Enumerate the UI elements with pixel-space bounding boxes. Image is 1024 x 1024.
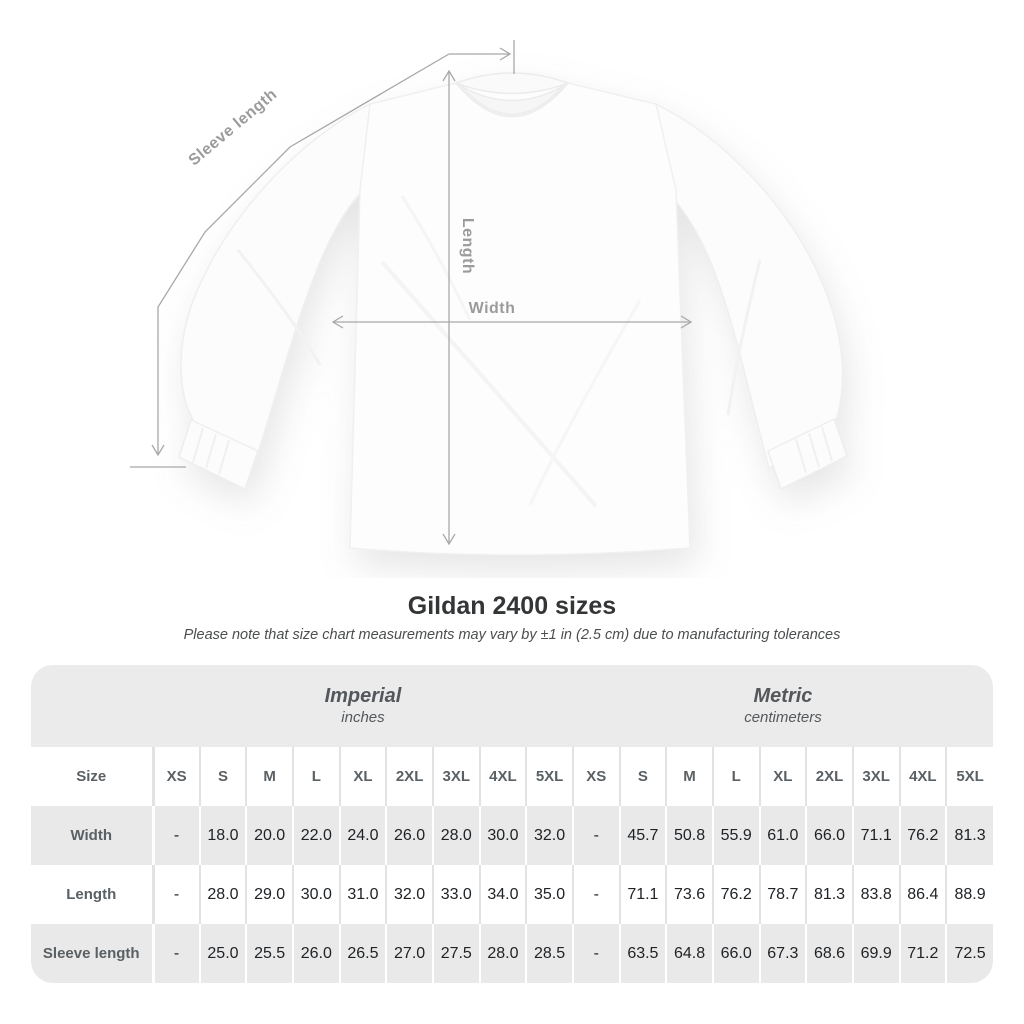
size-col-header-metric-4xl: 4XL — [900, 747, 947, 806]
measurement-value-cell: - — [153, 924, 200, 983]
size-col-header-imperial-4xl: 4XL — [480, 747, 527, 806]
size-table — [31, 665, 993, 983]
measurement-value-cell: 71.2 — [900, 924, 947, 983]
length-label: Length — [459, 217, 476, 275]
measurement-value-cell: 18.0 — [200, 806, 247, 865]
measurement-value-cell: 32.0 — [386, 865, 433, 924]
size-col-header-metric-s: S — [620, 747, 667, 806]
size-col-header-imperial-m: M — [246, 747, 293, 806]
size-col-header-metric-m: M — [666, 747, 713, 806]
measurement-row-sleeve-length — [31, 924, 993, 983]
size-col-header-imperial-xs: XS — [153, 747, 200, 806]
measurement-value-cell: - — [153, 865, 200, 924]
measurement-value-cell: 32.0 — [526, 806, 573, 865]
measurement-value-cell: 25.0 — [200, 924, 247, 983]
measurement-value-cell: 29.0 — [246, 865, 293, 924]
row-label: Sleeve length — [42, 945, 140, 962]
measurement-value-cell: 22.0 — [293, 806, 340, 865]
measurement-value-cell: 28.0 — [480, 924, 527, 983]
unit-group-subtitle: inches — [341, 709, 385, 727]
band-corner-cell — [31, 665, 153, 747]
unit-group-header-metric — [573, 665, 993, 747]
measurement-value-cell: 73.6 — [666, 865, 713, 924]
measurement-value-cell: 26.0 — [293, 924, 340, 983]
measurement-value-cell: 71.1 — [853, 806, 900, 865]
measurement-value-cell: 28.0 — [433, 806, 480, 865]
size-header-row — [31, 747, 993, 806]
unit-group-header-imperial — [153, 665, 573, 747]
measurement-value-cell: 88.9 — [946, 865, 993, 924]
measurement-value-cell: 66.0 — [713, 924, 760, 983]
measurement-value-cell: 55.9 — [713, 806, 760, 865]
measurement-value-cell: 26.0 — [386, 806, 433, 865]
measurement-value-cell: 33.0 — [433, 865, 480, 924]
size-col-header-imperial-s: S — [200, 747, 247, 806]
size-table-card — [31, 665, 993, 983]
size-col-header-metric-3xl: 3XL — [853, 747, 900, 806]
size-col-header-metric-xs: XS — [573, 747, 620, 806]
measurement-value-cell: 76.2 — [713, 865, 760, 924]
row-label: Length — [66, 886, 117, 903]
measurement-value-cell: - — [573, 806, 620, 865]
measurement-value-cell: 30.0 — [293, 865, 340, 924]
measurement-value-cell: 28.5 — [526, 924, 573, 983]
measurement-value-cell: 50.8 — [666, 806, 713, 865]
measurement-value-cell: - — [573, 865, 620, 924]
measurement-value-cell: 86.4 — [900, 865, 947, 924]
tolerance-note: Please note that size chart measurements may vary by ±1 in (2.5 cm) due to manufacturing tolerances — [183, 627, 841, 643]
size-col-header-metric-l: L — [713, 747, 760, 806]
measurement-value-cell: 83.8 — [853, 865, 900, 924]
measurement-value-cell: 81.3 — [946, 806, 993, 865]
sleeve-length-label: Sleeve length — [185, 85, 281, 170]
measurement-value-cell: 20.0 — [246, 806, 293, 865]
size-col-header-imperial-xl: XL — [340, 747, 387, 806]
unit-band-row — [31, 665, 993, 747]
measurement-value-cell: 27.5 — [433, 924, 480, 983]
size-col-header-imperial-5xl: 5XL — [526, 747, 573, 806]
measurement-value-cell: 30.0 — [480, 806, 527, 865]
measurement-value-cell: 66.0 — [806, 806, 853, 865]
measurement-value-cell: 78.7 — [760, 865, 807, 924]
measurement-value-cell: 61.0 — [760, 806, 807, 865]
size-col-header-metric-5xl: 5XL — [946, 747, 993, 806]
measurement-row-width — [31, 806, 993, 865]
unit-group-subtitle: centimeters — [744, 709, 822, 727]
measurement-value-cell: 76.2 — [900, 806, 947, 865]
measurement-value-cell: 27.0 — [386, 924, 433, 983]
measurement-value-cell: 31.0 — [340, 865, 387, 924]
unit-group-title: Metric — [753, 685, 813, 708]
size-col-header-imperial-2xl: 2XL — [386, 747, 433, 806]
measurement-value-cell: 45.7 — [620, 806, 667, 865]
measurement-row-length — [31, 865, 993, 924]
measurement-value-cell: - — [153, 806, 200, 865]
measurement-value-cell: 71.1 — [620, 865, 667, 924]
size-col-header-metric-xl: XL — [760, 747, 807, 806]
measurement-value-cell: 63.5 — [620, 924, 667, 983]
measurement-value-cell: 28.0 — [200, 865, 247, 924]
measurement-value-cell: 67.3 — [760, 924, 807, 983]
measurement-value-cell: - — [573, 924, 620, 983]
unit-group-title: Imperial — [324, 685, 402, 708]
measurement-value-cell: 72.5 — [946, 924, 993, 983]
size-col-header-imperial-l: L — [293, 747, 340, 806]
measurement-value-cell: 26.5 — [340, 924, 387, 983]
measurement-value-cell: 35.0 — [526, 865, 573, 924]
size-col-header-imperial-3xl: 3XL — [433, 747, 480, 806]
measurement-value-cell: 34.0 — [480, 865, 527, 924]
measurement-value-cell: 25.5 — [246, 924, 293, 983]
size-header-label: Size — [76, 768, 107, 785]
size-col-header-metric-2xl: 2XL — [806, 747, 853, 806]
measurement-value-cell: 68.6 — [806, 924, 853, 983]
measurement-value-cell: 24.0 — [340, 806, 387, 865]
width-label: Width — [468, 300, 516, 317]
measurement-value-cell: 81.3 — [806, 865, 853, 924]
row-label: Width — [70, 827, 112, 844]
measurement-value-cell: 69.9 — [853, 924, 900, 983]
measurement-value-cell: 64.8 — [666, 924, 713, 983]
page-title: Gildan 2400 sizes — [407, 592, 617, 620]
